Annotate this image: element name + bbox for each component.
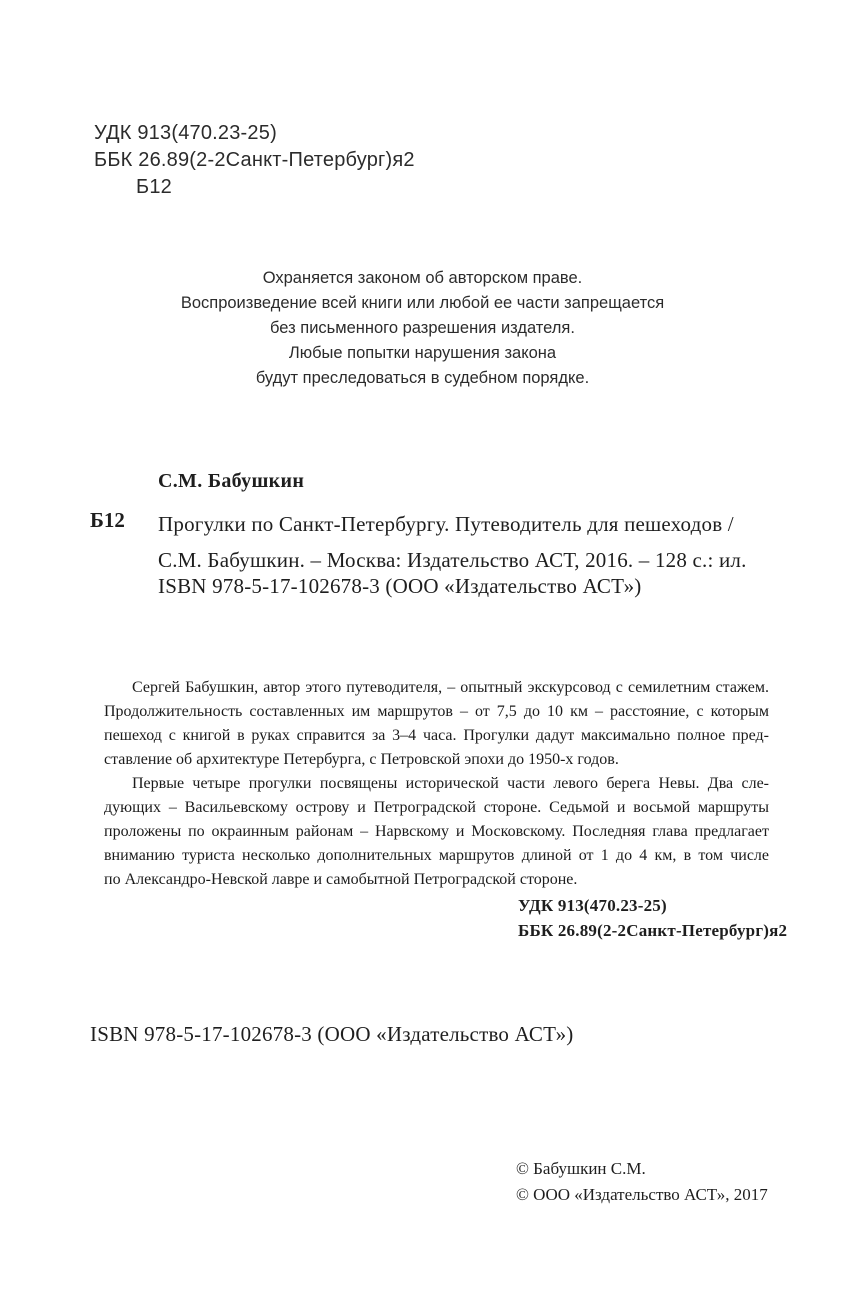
text-line: © ООО «Издательство АСТ», 2017 <box>516 1185 768 1204</box>
bbk-code: ББК 26.89(2-2Санкт-Петербург)я2 <box>94 149 415 171</box>
text-line: © Бабушкин С.М. <box>516 1159 646 1178</box>
text-line: Любые попытки нарушения закона <box>288 344 557 362</box>
text-line: проложены по окраинным районам – Нарвскому и Московскому. Последняя глава предлагает <box>104 823 769 840</box>
author-heading: С.М. Бабушкин <box>158 470 305 492</box>
copyright-block <box>516 1156 768 1208</box>
text-line: без письменного разрешения издателя. <box>270 319 575 337</box>
annotation <box>104 676 769 892</box>
udc-code: УДК 913(470.23-25) <box>94 122 277 144</box>
text-line: дующих – Васильевскому острову и Петроградской стороне. Седьмой и восьмой маршруты <box>104 799 769 816</box>
text-line: Сергей Бабушкин, автор этого путеводителя, – опытный экскурсовод с семилетним стажем. <box>132 679 769 696</box>
udc-code-bottom: УДК 913(470.23-25) <box>518 896 667 915</box>
bbk-code-bottom: ББК 26.89(2-2Санкт-Петербург)я2 <box>518 921 788 940</box>
text-line: вниманию туриста несколько дополнительных маршрутов длиной от 1 до 4 км, в том числе <box>104 847 769 864</box>
catalog-author-sign: Б12 <box>90 508 125 532</box>
text-line: пешеход с книгой в руках справится за 3–4 часа. Прогулки дадут максимально полное пред- <box>104 727 769 744</box>
protection-notice <box>0 266 845 391</box>
isbn-line: ISBN 978-5-17-102678-3 (ООО «Издательство АСТ») <box>158 574 642 598</box>
annotation-paragraph <box>104 676 769 772</box>
text-line: Охраняется законом об авторском праве. <box>262 269 583 287</box>
author-sign: Б12 <box>136 176 172 198</box>
isbn-line-bottom: ISBN 978-5-17-102678-3 (ООО «Издательство АСТ») <box>90 1022 574 1046</box>
annotation-paragraph <box>104 772 769 892</box>
text-line: будут преследоваться в судебном порядке. <box>255 369 590 387</box>
text-line: по Александро-Невской лавре и самобытной Петроградской стороне. <box>104 871 578 888</box>
catalog-entry-text <box>158 506 778 578</box>
top-codes-block <box>94 120 415 201</box>
text-line: ставление об архитектуре Петербурга, с Петровской эпохи до 1950-х годов. <box>104 751 619 768</box>
text-line: Первые четыре прогулки посвящены исторической части левого берега Невы. Два сле- <box>132 775 769 792</box>
codes-block <box>518 893 787 943</box>
text-line: Воспроизведение всей книги или любой ее части запрещается <box>180 294 665 312</box>
text-line: Прогулки по Санкт-Петербургу. Путеводитель для пешеходов / <box>158 512 734 536</box>
text-line: Продолжительность составленных им маршрутов – от 7,5 до 10 км – расстояние, с которым <box>104 703 769 720</box>
text-line: С.М. Бабушкин. – Москва: Издательство АСТ, 2016. – 128 с.: ил. <box>158 548 747 572</box>
